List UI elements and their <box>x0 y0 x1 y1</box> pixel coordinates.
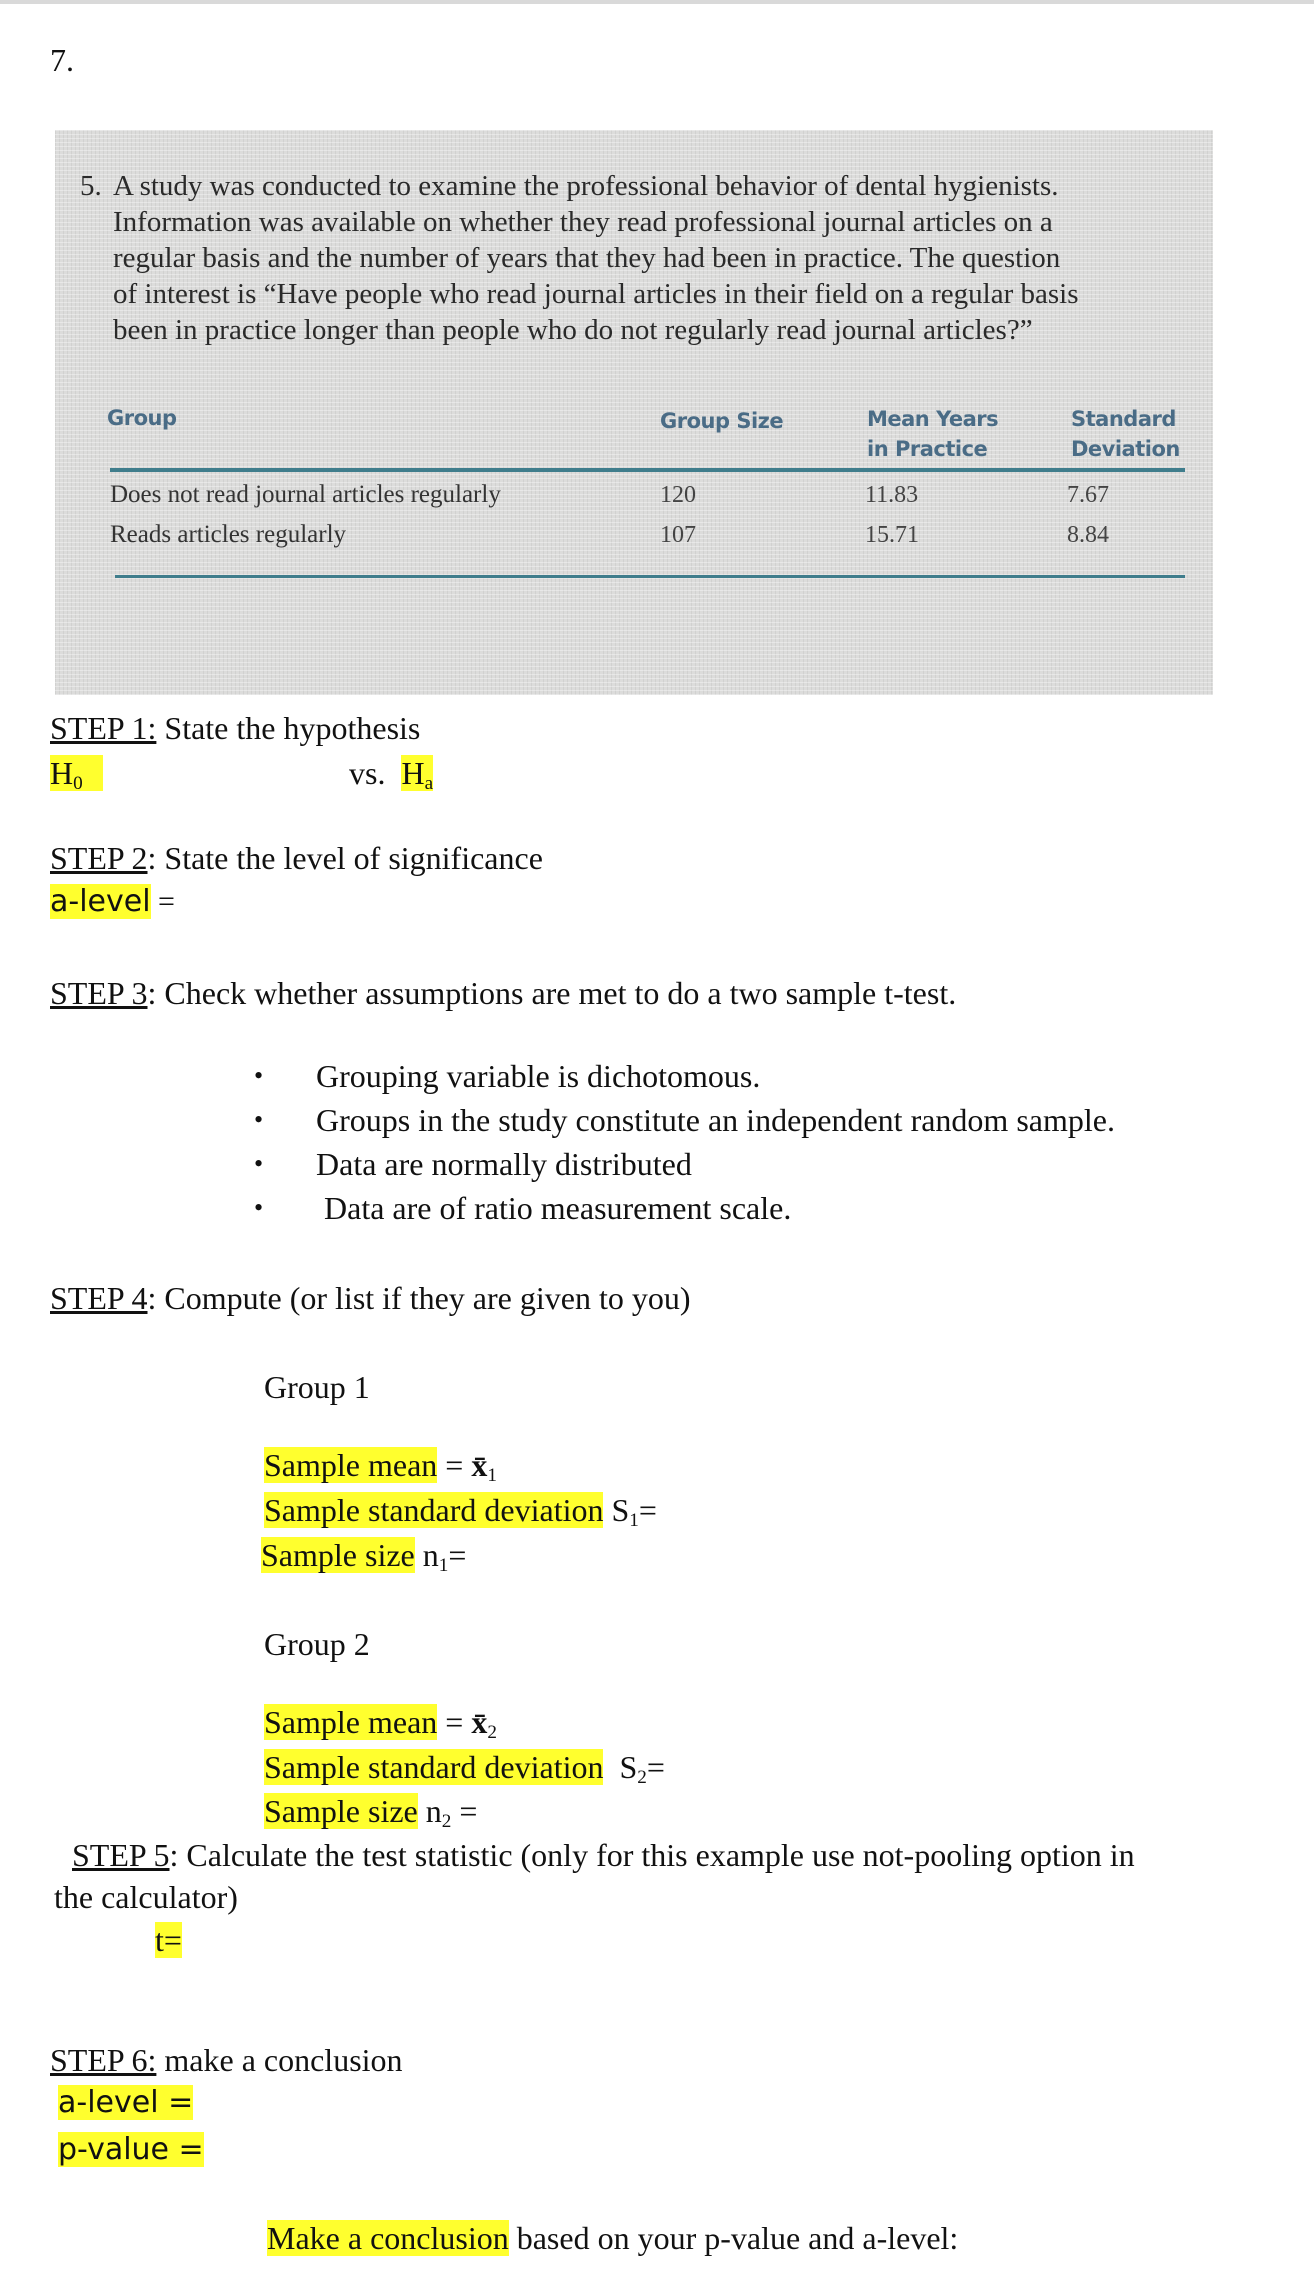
question-number: 5. <box>80 170 102 202</box>
step6-alpha-label[interactable]: a-level = <box>58 2085 194 2120</box>
table-cell-group: Does not read journal articles regularly <box>110 481 501 508</box>
step4-label: STEP 4 <box>50 1280 148 1316</box>
table-cell-sd: 7.67 <box>1067 482 1109 508</box>
h0-field[interactable] <box>50 755 103 794</box>
t-statistic-line <box>155 1920 182 1960</box>
table-header-mean-1: Mean Years <box>867 407 999 431</box>
list-item <box>262 1054 1115 1098</box>
subscript: 1 <box>438 1554 449 1576</box>
equals-sign: = <box>448 1537 467 1573</box>
ha-subscript: a <box>424 772 434 794</box>
vs-text: vs. <box>349 755 386 791</box>
group1-mean-line <box>264 1445 497 1485</box>
step2-text: : State the level of significance <box>147 840 543 876</box>
group2-sd-line <box>264 1747 665 1787</box>
question-text <box>80 168 1200 348</box>
s-symbol: S <box>603 1492 630 1528</box>
ha-symbol: H <box>401 755 425 791</box>
group2-mean-line <box>264 1702 497 1742</box>
conclusion-text: based on your p-value and a-level: <box>508 2220 959 2256</box>
subscript: 2 <box>441 1810 452 1832</box>
table-rule-bottom <box>115 575 1185 578</box>
equals-sign: = <box>646 1749 665 1785</box>
step6-pvalue-line <box>58 2130 204 2170</box>
step3-label: STEP 3 <box>50 975 148 1011</box>
alpha-level-label[interactable]: a-level <box>50 884 151 919</box>
xbar-symbol: x̄ <box>471 1704 488 1740</box>
table-cell-mean: 15.71 <box>865 522 919 548</box>
alt-hypothesis <box>349 753 433 793</box>
table-header-mean-2: in Practice <box>867 437 988 461</box>
group1-sd-line <box>264 1490 657 1530</box>
question-line: of interest is “Have people who read journal articles in their field on a regular basis <box>113 278 1079 310</box>
table-cell-size: 120 <box>660 482 696 508</box>
group2-sd-label[interactable]: Sample standard deviation <box>264 1749 604 1785</box>
equals-sign: = <box>451 1793 478 1829</box>
scanned-problem-image <box>55 130 1213 695</box>
step4-heading <box>50 1278 691 1318</box>
p-value-label[interactable]: p-value = <box>58 2132 204 2167</box>
step5-heading <box>72 1835 1135 1875</box>
alpha-level-equals: = <box>150 885 175 918</box>
xbar-symbol: x̄ <box>471 1447 488 1483</box>
step6-text: make a conclusion <box>156 2042 403 2078</box>
assumption-text: Data are of ratio measurement scale. <box>316 1190 792 1226</box>
assumption-text: Groups in the study constitute an independent random sample. <box>316 1102 1115 1138</box>
equals-sign: = <box>638 1492 657 1528</box>
table-cell-size: 107 <box>660 522 696 548</box>
question-line: regular basis and the number of years that they had been in practice. The question <box>113 242 1061 274</box>
table-header-sd-2: Deviation <box>1071 437 1180 461</box>
equals-sign: = <box>437 1704 472 1740</box>
subscript: 1 <box>629 1509 639 1531</box>
step1-label: STEP 1: <box>50 710 157 746</box>
list-item <box>262 1142 1115 1186</box>
question-line: been in practice longer than people who do not regularly read journal articles?” <box>113 314 1033 346</box>
null-hypothesis <box>50 753 103 793</box>
table-cell-mean: 11.83 <box>865 482 919 508</box>
subscript: 2 <box>637 1766 647 1788</box>
group2-mean-label[interactable]: Sample mean <box>264 1704 438 1740</box>
assumption-text: Grouping variable is dichotomous. <box>316 1058 761 1094</box>
t-statistic-label[interactable]: t= <box>155 1922 182 1958</box>
step4-text: : Compute (or list if they are given to you) <box>147 1280 691 1316</box>
list-item <box>262 1098 1115 1142</box>
assumptions-list <box>262 1054 1115 1230</box>
assumption-text: Data are normally distributed <box>316 1146 692 1182</box>
step5-text-cont: the calculator) <box>54 1879 238 1915</box>
table-header-group: Group <box>107 406 177 430</box>
problem-number: 7. <box>50 42 74 78</box>
h0-symbol: H <box>50 755 74 791</box>
n-symbol: n <box>417 1793 442 1829</box>
conclusion-line <box>267 2218 958 2258</box>
step6-heading <box>50 2040 403 2080</box>
subscript: 2 <box>487 1721 497 1743</box>
step2-alpha-line <box>50 882 175 922</box>
h0-subscript: 0 <box>73 772 83 794</box>
step2-heading <box>50 838 543 878</box>
ha-field[interactable] <box>401 755 434 794</box>
step5-text: : Calculate the test statistic (only for this example use not-pooling option in <box>169 1837 1135 1873</box>
step3-text: : Check whether assumptions are met to do a two sample t-test. <box>147 975 957 1011</box>
group2-title: Group 2 <box>264 1626 370 1662</box>
question-line: Information was available on whether they read professional journal articles on a <box>113 206 1053 238</box>
step6-alpha-line <box>58 2083 193 2123</box>
group1-n-label[interactable]: Sample size <box>261 1537 415 1573</box>
group2-n-line <box>264 1791 477 1831</box>
table-cell-sd: 8.84 <box>1067 522 1109 548</box>
question-line: A study was conducted to examine the professional behavior of dental hygienists. <box>113 170 1059 202</box>
group1-n-line <box>261 1535 466 1575</box>
s-symbol: S <box>603 1749 638 1785</box>
conclusion-label[interactable]: Make a conclusion <box>267 2220 509 2256</box>
equals-sign: = <box>437 1447 472 1483</box>
table-header-sd-1: Standard <box>1071 407 1176 431</box>
table-rule-top <box>110 468 1185 472</box>
group2-n-label[interactable]: Sample size <box>264 1793 418 1829</box>
group1-mean-label[interactable]: Sample mean <box>264 1447 438 1483</box>
step1-text: State the hypothesis <box>156 710 421 746</box>
group1-sd-label[interactable]: Sample standard deviation <box>264 1492 604 1528</box>
table-header-size: Group Size <box>660 409 784 433</box>
step5-label: STEP 5 <box>72 1837 170 1873</box>
list-item <box>262 1186 1115 1230</box>
step2-label: STEP 2 <box>50 840 148 876</box>
n-symbol: n <box>414 1537 439 1573</box>
top-border <box>0 0 1314 4</box>
step3-heading <box>50 973 956 1013</box>
table-cell-group: Reads articles regularly <box>110 521 347 548</box>
group1-title: Group 1 <box>264 1369 370 1405</box>
step6-label: STEP 6: <box>50 2042 157 2078</box>
subscript: 1 <box>487 1464 497 1486</box>
step1-heading <box>50 708 420 748</box>
